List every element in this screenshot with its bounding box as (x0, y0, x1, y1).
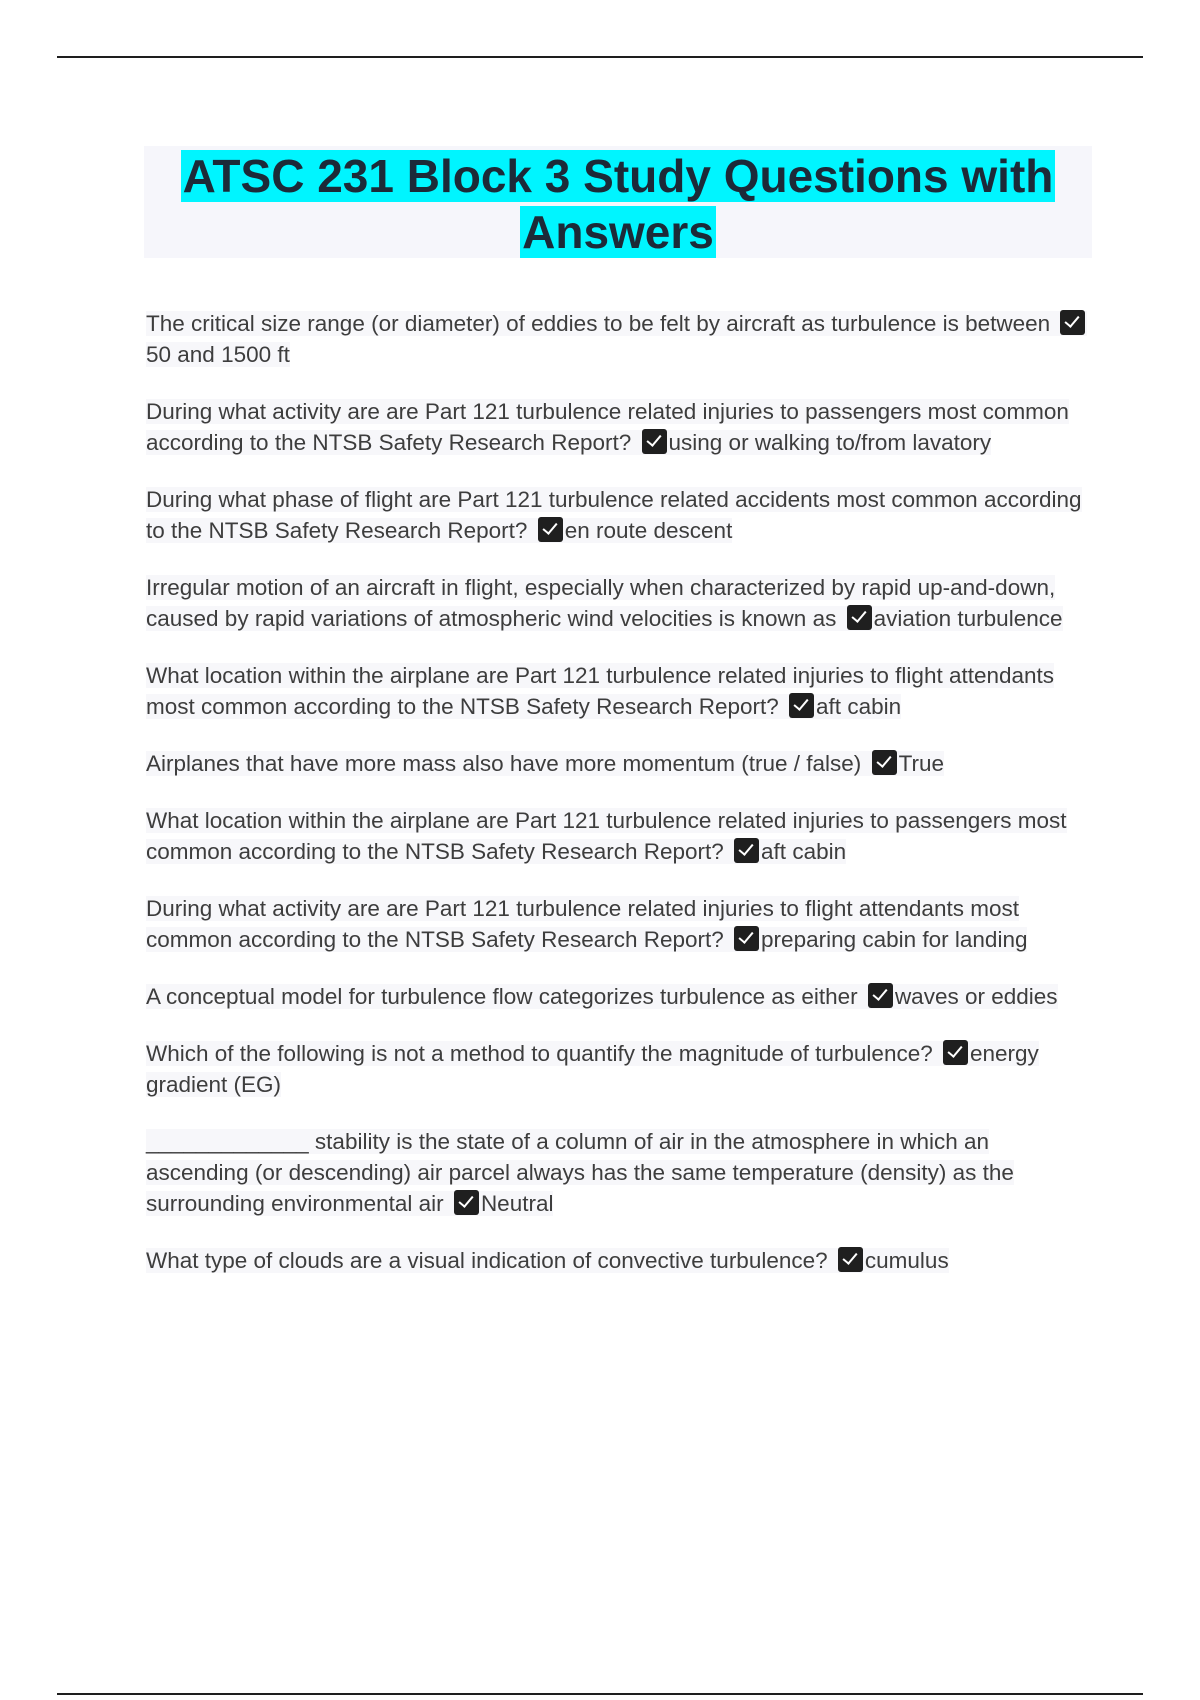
question-text: During what activity are are Part 121 turbulence related injuries to passengers most common according to the NTSB Safety Research Report? (146, 399, 1069, 455)
qa-item (146, 396, 1091, 458)
checkbox-checked-icon (1060, 310, 1085, 335)
answer-text: 50 and 1500 ft (146, 342, 290, 367)
answer-text: en route descent (564, 518, 733, 543)
checkbox-checked-icon (734, 838, 759, 863)
answer-text: preparing cabin for landing (761, 927, 1028, 952)
qa-item (146, 1245, 1091, 1276)
title-line-1: ATSC 231 Block 3 Study Questions with (182, 150, 1054, 202)
question-text: What location within the airplane are Part 121 turbulence related injuries to flight attendants most common according to the NTSB Safety Research Report? (146, 663, 1055, 719)
checkbox-checked-icon (943, 1040, 968, 1065)
answer-text: aft cabin (761, 839, 847, 864)
title-line-2: Answers (522, 206, 714, 258)
answer-text: energy gradient (EG) (146, 1041, 1039, 1097)
document-title (144, 146, 1092, 260)
answer-text: aviation turbulence (873, 606, 1063, 631)
qa-item (146, 484, 1091, 546)
answer-text: True (898, 751, 945, 776)
checkbox-checked-icon (872, 750, 897, 775)
checkbox-checked-icon (847, 605, 872, 630)
answer-text: aft cabin (816, 694, 902, 719)
question-text: During what phase of flight are Part 121 turbulence related accidents most common according to the NTSB Safety Research Report? (146, 487, 1082, 543)
checkbox-checked-icon (454, 1190, 479, 1215)
answer-text: waves or eddies (894, 984, 1058, 1009)
answer-text: cumulus (864, 1248, 949, 1273)
qa-item (146, 1126, 1091, 1219)
checkbox-checked-icon (789, 693, 814, 718)
qa-item (146, 1038, 1091, 1100)
question-text: What location within the airplane are Part 121 turbulence related injuries to passengers most common according to the NTSB Safety Research Report? (146, 808, 1067, 864)
top-rule (57, 56, 1143, 58)
checkbox-checked-icon (538, 517, 563, 542)
question-text: _____________ stability is the state of a column of air in the atmosphere in which an ascending (or descending) air parcel always has the same temperature (density) as the surrounding environmental air (146, 1129, 1014, 1216)
question-text: What type of clouds are a visual indication of convective turbulence? (146, 1248, 828, 1273)
question-text: During what activity are are Part 121 turbulence related injuries to flight attendants most common according to the NTSB Safety Research Report? (146, 896, 1019, 952)
qa-item (146, 981, 1091, 1012)
checkbox-checked-icon (734, 926, 759, 951)
question-text: Irregular motion of an aircraft in flight, especially when characterized by rapid up-and-down, caused by rapid variations of atmospheric wind velocities is known as (146, 575, 1056, 631)
question-text: The critical size range (or diameter) of eddies to be felt by aircraft as turbulence is between (146, 311, 1051, 336)
question-text: Which of the following is not a method to quantify the magnitude of turbulence? (146, 1041, 933, 1066)
qa-item (146, 893, 1091, 955)
qa-list (146, 308, 1091, 1302)
question-text: Airplanes that have more mass also have more momentum (true / false) (146, 751, 862, 776)
question-text: A conceptual model for turbulence flow categorizes turbulence as either (146, 984, 858, 1009)
bottom-rule (57, 1693, 1143, 1695)
checkbox-checked-icon (838, 1247, 863, 1272)
answer-text: Neutral (480, 1191, 554, 1216)
qa-item (146, 572, 1091, 634)
title-block (144, 146, 1092, 258)
answer-text: using or walking to/from lavatory (668, 430, 992, 455)
qa-item (146, 308, 1091, 370)
qa-item (146, 660, 1091, 722)
qa-item (146, 748, 1091, 779)
checkbox-checked-icon (868, 983, 893, 1008)
checkbox-checked-icon (642, 429, 667, 454)
qa-item (146, 805, 1091, 867)
